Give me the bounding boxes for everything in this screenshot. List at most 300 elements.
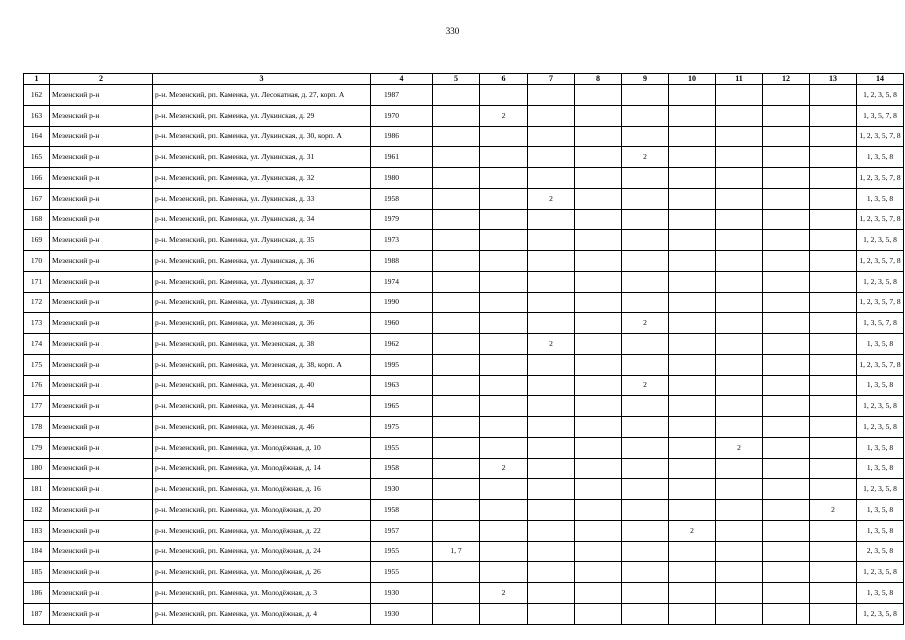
col10-cell [669, 417, 716, 438]
district-cell: Мезенский р-н [50, 147, 153, 168]
col10-cell [669, 188, 716, 209]
table-row [24, 437, 904, 458]
col13-cell [810, 541, 857, 562]
col10-cell [669, 230, 716, 251]
col12-cell [763, 188, 810, 209]
row-number-cell: 177 [24, 396, 50, 417]
district-cell: Мезенский р-н [50, 541, 153, 562]
col11-cell [716, 541, 763, 562]
col9-cell [622, 334, 669, 355]
col5-cell [433, 520, 480, 541]
col11-cell [716, 209, 763, 230]
col11-cell [716, 126, 763, 147]
row-number-cell: 181 [24, 479, 50, 500]
row-number-cell: 186 [24, 583, 50, 604]
row-number-cell: 172 [24, 292, 50, 313]
col8-cell [575, 520, 622, 541]
address-cell: р-н. Мезенский, рп. Каменка, ул. Лукинская, д. 31 [153, 147, 371, 168]
col7-cell [528, 603, 575, 624]
col8-cell [575, 500, 622, 521]
table-row [24, 562, 904, 583]
col5-cell [433, 85, 480, 106]
col6-cell [480, 603, 528, 624]
row-number-cell: 169 [24, 230, 50, 251]
col9-cell [622, 292, 669, 313]
col6-cell [480, 417, 528, 438]
address-cell: р-н. Мезенский, рп. Каменка, ул. Лукинская, д. 33 [153, 188, 371, 209]
col11-cell [716, 85, 763, 106]
col10-cell [669, 479, 716, 500]
col12-cell [763, 500, 810, 521]
district-cell: Мезенский р-н [50, 479, 153, 500]
address-cell: р-н. Мезенский, рп. Каменка, ул. Молодёжная, д. 4 [153, 603, 371, 624]
column-header-9: 9 [622, 74, 669, 85]
col14-cell: 1, 2, 3, 5, 7, 8 [857, 251, 904, 272]
col8-cell [575, 437, 622, 458]
col6-cell [480, 209, 528, 230]
year-cell: 1955 [371, 437, 433, 458]
address-cell: р-н. Мезенский, рп. Каменка, ул. Мезенская, д. 40 [153, 375, 371, 396]
year-cell: 1955 [371, 562, 433, 583]
year-cell: 1970 [371, 105, 433, 126]
col10-cell [669, 354, 716, 375]
col7-cell [528, 168, 575, 189]
col11-cell [716, 271, 763, 292]
year-cell: 1988 [371, 251, 433, 272]
col11-cell [716, 520, 763, 541]
col8-cell [575, 458, 622, 479]
col9-cell [622, 603, 669, 624]
year-cell: 1986 [371, 126, 433, 147]
address-cell: р-н. Мезенский, рп. Каменка, ул. Молодёжная, д. 26 [153, 562, 371, 583]
table-row [24, 251, 904, 272]
col9-cell [622, 251, 669, 272]
col6-cell: 2 [480, 105, 528, 126]
year-cell: 1958 [371, 500, 433, 521]
col8-cell [575, 313, 622, 334]
col5-cell [433, 562, 480, 583]
year-cell: 1979 [371, 209, 433, 230]
col11-cell [716, 583, 763, 604]
column-header-6: 6 [480, 74, 528, 85]
district-cell: Мезенский р-н [50, 458, 153, 479]
col14-cell: 1, 3, 5, 8 [857, 583, 904, 604]
col12-cell [763, 334, 810, 355]
row-number-cell: 173 [24, 313, 50, 334]
col14-cell: 1, 2, 3, 5, 7, 8 [857, 126, 904, 147]
district-cell: Мезенский р-н [50, 583, 153, 604]
col10-cell [669, 292, 716, 313]
col7-cell [528, 541, 575, 562]
district-cell: Мезенский р-н [50, 85, 153, 106]
col13-cell [810, 209, 857, 230]
col10-cell [669, 271, 716, 292]
col14-cell: 1, 2, 3, 5, 8 [857, 479, 904, 500]
address-cell: р-н. Мезенский, рп. Каменка, ул. Молодёжная, д. 14 [153, 458, 371, 479]
col11-cell [716, 396, 763, 417]
col10-cell [669, 168, 716, 189]
col14-cell: 1, 3, 5, 8 [857, 500, 904, 521]
col11-cell [716, 292, 763, 313]
col12-cell [763, 230, 810, 251]
column-header-4: 4 [371, 74, 433, 85]
address-cell: р-н. Мезенский, рп. Каменка, ул. Мезенская, д. 38, корп. А [153, 354, 371, 375]
year-cell: 1930 [371, 583, 433, 604]
column-header-3: 3 [153, 74, 371, 85]
col9-cell [622, 209, 669, 230]
col8-cell [575, 209, 622, 230]
col6-cell [480, 334, 528, 355]
table-row [24, 479, 904, 500]
col14-cell: 1, 2, 3, 5, 7, 8 [857, 292, 904, 313]
row-number-cell: 183 [24, 520, 50, 541]
col9-cell [622, 396, 669, 417]
address-cell: р-н. Мезенский, рп. Каменка, ул. Молодёжная, д. 3 [153, 583, 371, 604]
col6-cell [480, 168, 528, 189]
district-cell: Мезенский р-н [50, 500, 153, 521]
table-row [24, 126, 904, 147]
col7-cell [528, 417, 575, 438]
col13-cell [810, 105, 857, 126]
col8-cell [575, 375, 622, 396]
col11-cell [716, 230, 763, 251]
col13-cell [810, 292, 857, 313]
col6-cell [480, 230, 528, 251]
col14-cell: 1, 2, 3, 5, 8 [857, 85, 904, 106]
col7-cell [528, 479, 575, 500]
col8-cell [575, 126, 622, 147]
col6-cell [480, 354, 528, 375]
col9-cell [622, 479, 669, 500]
col8-cell [575, 334, 622, 355]
col12-cell [763, 126, 810, 147]
address-cell: р-н. Мезенский, рп. Каменка, ул. Молодёжная, д. 16 [153, 479, 371, 500]
col5-cell [433, 417, 480, 438]
col14-cell: 1, 2, 3, 5, 7, 8 [857, 209, 904, 230]
col10-cell [669, 334, 716, 355]
col13-cell [810, 354, 857, 375]
col5-cell: 1, 7 [433, 541, 480, 562]
col14-cell: 1, 2, 3, 5, 8 [857, 230, 904, 251]
col10-cell [669, 437, 716, 458]
table-row [24, 396, 904, 417]
address-cell: р-н. Мезенский, рп. Каменка, ул. Лукинская, д. 30, корп. А [153, 126, 371, 147]
col6-cell [480, 396, 528, 417]
col14-cell: 1, 2, 3, 5, 7, 8 [857, 354, 904, 375]
col13-cell [810, 334, 857, 355]
col9-cell [622, 126, 669, 147]
row-number-cell: 162 [24, 85, 50, 106]
col11-cell [716, 334, 763, 355]
column-header-14: 14 [857, 74, 904, 85]
col14-cell: 1, 3, 5, 7, 8 [857, 105, 904, 126]
col14-cell: 1, 2, 3, 5, 8 [857, 396, 904, 417]
address-cell: р-н. Мезенский, рп. Каменка, ул. Лукинская, д. 35 [153, 230, 371, 251]
col8-cell [575, 479, 622, 500]
col13-cell [810, 520, 857, 541]
table-row [24, 334, 904, 355]
col14-cell: 1, 3, 5, 8 [857, 188, 904, 209]
col12-cell [763, 292, 810, 313]
table-row [24, 500, 904, 521]
col5-cell [433, 126, 480, 147]
district-cell: Мезенский р-н [50, 209, 153, 230]
col8-cell [575, 396, 622, 417]
address-cell: р-н. Мезенский, рп. Каменка, ул. Мезенская, д. 38 [153, 334, 371, 355]
col12-cell [763, 583, 810, 604]
table-row [24, 105, 904, 126]
address-cell: р-н. Мезенский, рп. Каменка, ул. Мезенская, д. 46 [153, 417, 371, 438]
row-number-cell: 170 [24, 251, 50, 272]
table-row [24, 168, 904, 189]
district-cell: Мезенский р-н [50, 188, 153, 209]
col9-cell [622, 188, 669, 209]
district-cell: Мезенский р-н [50, 230, 153, 251]
col6-cell [480, 541, 528, 562]
col8-cell [575, 105, 622, 126]
col14-cell: 1, 2, 3, 5, 8 [857, 562, 904, 583]
district-cell: Мезенский р-н [50, 375, 153, 396]
col9-cell [622, 583, 669, 604]
address-cell: р-н. Мезенский, рп. Каменка, ул. Молодёжная, д. 24 [153, 541, 371, 562]
col9-cell [622, 354, 669, 375]
col8-cell [575, 417, 622, 438]
col5-cell [433, 251, 480, 272]
table-row [24, 230, 904, 251]
col7-cell [528, 583, 575, 604]
col7-cell: 2 [528, 188, 575, 209]
col14-cell: 1, 2, 3, 5, 8 [857, 603, 904, 624]
district-cell: Мезенский р-н [50, 437, 153, 458]
col6-cell [480, 251, 528, 272]
col6-cell: 2 [480, 458, 528, 479]
address-cell: р-н. Мезенский, рп. Каменка, ул. Молодёжная, д. 20 [153, 500, 371, 521]
address-cell: р-н. Мезенский, рп. Каменка, ул. Мезенская, д. 44 [153, 396, 371, 417]
district-cell: Мезенский р-н [50, 396, 153, 417]
col13-cell [810, 85, 857, 106]
col9-cell: 2 [622, 147, 669, 168]
col7-cell [528, 292, 575, 313]
housing-table [23, 73, 904, 625]
col9-cell [622, 562, 669, 583]
district-cell: Мезенский р-н [50, 603, 153, 624]
col6-cell [480, 126, 528, 147]
col11-cell [716, 354, 763, 375]
col13-cell [810, 417, 857, 438]
page-number: 330 [445, 26, 460, 36]
col9-cell [622, 230, 669, 251]
col13-cell [810, 375, 857, 396]
table-row [24, 417, 904, 438]
year-cell: 1961 [371, 147, 433, 168]
col5-cell [433, 105, 480, 126]
column-header-1: 1 [24, 74, 50, 85]
col13-cell [810, 271, 857, 292]
year-cell: 1965 [371, 396, 433, 417]
col7-cell [528, 251, 575, 272]
col7-cell [528, 105, 575, 126]
col5-cell [433, 334, 480, 355]
col6-cell [480, 520, 528, 541]
col5-cell [433, 500, 480, 521]
table-row [24, 313, 904, 334]
col8-cell [575, 541, 622, 562]
col6-cell [480, 562, 528, 583]
year-cell: 1963 [371, 375, 433, 396]
col8-cell [575, 271, 622, 292]
address-cell: р-н. Мезенский, рп. Каменка, ул. Лукинская, д. 34 [153, 209, 371, 230]
col8-cell [575, 188, 622, 209]
col7-cell [528, 147, 575, 168]
col6-cell: 2 [480, 583, 528, 604]
col13-cell [810, 251, 857, 272]
row-number-cell: 179 [24, 437, 50, 458]
row-number-cell: 184 [24, 541, 50, 562]
col8-cell [575, 354, 622, 375]
col5-cell [433, 209, 480, 230]
col7-cell [528, 458, 575, 479]
col7-cell [528, 354, 575, 375]
col5-cell [433, 271, 480, 292]
col10-cell [669, 313, 716, 334]
col5-cell [433, 396, 480, 417]
district-cell: Мезенский р-н [50, 292, 153, 313]
table-row [24, 209, 904, 230]
row-number-cell: 175 [24, 354, 50, 375]
district-cell: Мезенский р-н [50, 313, 153, 334]
year-cell: 1960 [371, 313, 433, 334]
col9-cell [622, 458, 669, 479]
column-header-10: 10 [669, 74, 716, 85]
district-cell: Мезенский р-н [50, 562, 153, 583]
col11-cell [716, 479, 763, 500]
row-number-cell: 178 [24, 417, 50, 438]
row-number-cell: 166 [24, 168, 50, 189]
column-header-5: 5 [433, 74, 480, 85]
col8-cell [575, 230, 622, 251]
col14-cell: 1, 3, 5, 8 [857, 147, 904, 168]
col10-cell [669, 147, 716, 168]
row-number-cell: 174 [24, 334, 50, 355]
year-cell: 1955 [371, 541, 433, 562]
col12-cell [763, 105, 810, 126]
table-row [24, 520, 904, 541]
col12-cell [763, 479, 810, 500]
col6-cell [480, 271, 528, 292]
col14-cell: 1, 2, 3, 5, 8 [857, 271, 904, 292]
col12-cell [763, 375, 810, 396]
col5-cell [433, 292, 480, 313]
col13-cell [810, 230, 857, 251]
col10-cell: 2 [669, 520, 716, 541]
col6-cell [480, 479, 528, 500]
col13-cell [810, 479, 857, 500]
row-number-cell: 176 [24, 375, 50, 396]
col7-cell [528, 500, 575, 521]
year-cell: 1930 [371, 603, 433, 624]
col9-cell [622, 500, 669, 521]
year-cell: 1973 [371, 230, 433, 251]
col14-cell: 1, 2, 3, 5, 7, 8 [857, 168, 904, 189]
col6-cell [480, 437, 528, 458]
col12-cell [763, 209, 810, 230]
table-row [24, 375, 904, 396]
row-number-cell: 167 [24, 188, 50, 209]
col12-cell [763, 458, 810, 479]
table-row [24, 541, 904, 562]
table-row [24, 292, 904, 313]
col8-cell [575, 168, 622, 189]
address-cell: р-н. Мезенский, рп. Каменка, ул. Лукинская, д. 29 [153, 105, 371, 126]
header-row [24, 74, 904, 85]
address-cell: р-н. Мезенский, рп. Каменка, ул. Лесокатная, д. 27, корп. А [153, 85, 371, 106]
col5-cell [433, 583, 480, 604]
table-row [24, 603, 904, 624]
col11-cell: 2 [716, 437, 763, 458]
col8-cell [575, 85, 622, 106]
col12-cell [763, 271, 810, 292]
address-cell: р-н. Мезенский, рп. Каменка, ул. Молодёжная, д. 10 [153, 437, 371, 458]
col5-cell [433, 375, 480, 396]
col7-cell [528, 562, 575, 583]
col13-cell [810, 583, 857, 604]
col10-cell [669, 500, 716, 521]
col10-cell [669, 603, 716, 624]
address-cell: р-н. Мезенский, рп. Каменка, ул. Мезенская, д. 36 [153, 313, 371, 334]
col12-cell [763, 396, 810, 417]
col5-cell [433, 458, 480, 479]
col7-cell [528, 520, 575, 541]
col7-cell: 2 [528, 334, 575, 355]
col8-cell [575, 562, 622, 583]
col11-cell [716, 417, 763, 438]
table-row [24, 271, 904, 292]
col12-cell [763, 437, 810, 458]
year-cell: 1962 [371, 334, 433, 355]
col13-cell [810, 396, 857, 417]
col13-cell [810, 126, 857, 147]
row-number-cell: 168 [24, 209, 50, 230]
col8-cell [575, 147, 622, 168]
col7-cell [528, 375, 575, 396]
col5-cell [433, 603, 480, 624]
col13-cell [810, 188, 857, 209]
col9-cell [622, 437, 669, 458]
col5-cell [433, 479, 480, 500]
col9-cell [622, 520, 669, 541]
table-row [24, 583, 904, 604]
col10-cell [669, 396, 716, 417]
address-cell: р-н. Мезенский, рп. Каменка, ул. Лукинская, д. 38 [153, 292, 371, 313]
col12-cell [763, 85, 810, 106]
col12-cell [763, 417, 810, 438]
col12-cell [763, 541, 810, 562]
column-header-2: 2 [50, 74, 153, 85]
col10-cell [669, 126, 716, 147]
col14-cell: 1, 3, 5, 7, 8 [857, 313, 904, 334]
column-header-7: 7 [528, 74, 575, 85]
year-cell: 1995 [371, 354, 433, 375]
col9-cell [622, 105, 669, 126]
col9-cell [622, 541, 669, 562]
col6-cell [480, 188, 528, 209]
col6-cell [480, 500, 528, 521]
col11-cell [716, 562, 763, 583]
col11-cell [716, 188, 763, 209]
col5-cell [433, 230, 480, 251]
col9-cell: 2 [622, 313, 669, 334]
col5-cell [433, 313, 480, 334]
